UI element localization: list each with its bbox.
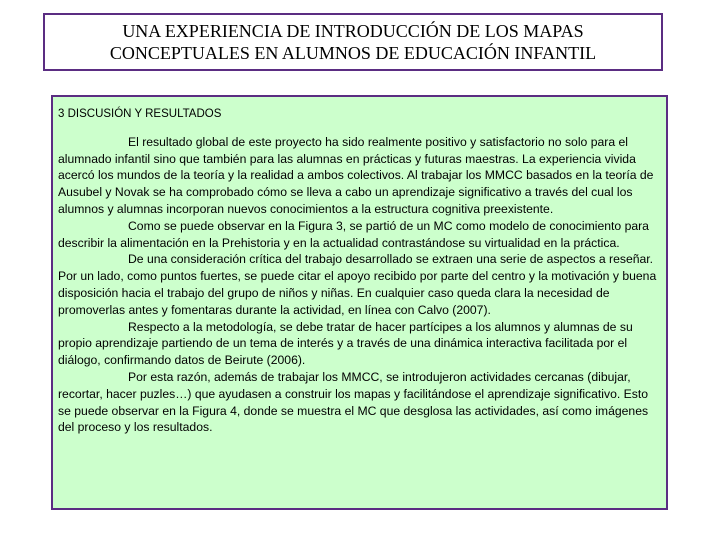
paragraph-1 bbox=[58, 134, 661, 218]
title-line-2: CONCEPTUALES EN ALUMNOS DE EDUCACIÓN INFANTIL bbox=[109, 43, 597, 63]
section-heading: 3 DISCUSIÓN Y RESULTADOS bbox=[58, 108, 222, 120]
paragraph-4-text: Respecto a la metodología, se debe tratar de hacer partícipes a los alumnos y alumnas de su propio aprendizaje partiendo de un tema de interés y a través de una dinámica interactiva facilitada por el diálogo, confirmando datos de Beirute (2006). bbox=[58, 319, 633, 368]
title-box bbox=[43, 13, 663, 71]
paragraph-2 bbox=[58, 218, 661, 252]
title-line-1: UNA EXPERIENCIA DE INTRODUCCIÓN DE LOS MAPAS bbox=[122, 21, 584, 41]
paragraph-4 bbox=[58, 319, 661, 369]
paragraph-3-text: De una consideración crítica del trabajo desarrollado se extraen una serie de aspectos a reseñar. Por un lado, como puntos fuertes, se puede citar el apoyo recibido por parte del centro y la motivación y buena disposición hacia el trabajo del grupo de niños y niñas. En cualquier caso queda clara la necesidad de promoverlas antes y fomentaras durante la actividad, en línea con Calvo (2007). bbox=[58, 252, 657, 317]
paragraph-5-text: Por esta razón, además de trabajar los MMCC, se introdujeron actividades cercanas (dibujar, recortar, hacer puzles…) que ayudasen a construir los mapas y facilitándose el aprendizaje significativo. Esto se puede observar en la Figura 4, donde se muestra el MC que desglosa las actividades, así como imágenes del proceso y los resultados. bbox=[58, 369, 649, 435]
paragraph-5 bbox=[58, 369, 661, 436]
content-box bbox=[51, 95, 668, 510]
paragraph-3 bbox=[58, 251, 661, 318]
paragraph-1-text: El resultado global de este proyecto ha sido realmente positivo y satisfactorio no solo para el alumnado infantil sino que también para las alumnas en prácticas y futuras maestras. La experiencia vivida acercó los mundos de la teoría y la realidad a ambos colectivos. Al trabajar los MMCC basados en la teoría de Ausubel y Novak se ha comprobado cómo se lleva a cabo un aprendizaje significativo a través del cual los alumnos y alumnas incorporan nuevos conocimientos a la estructura cognitiva preexistente. bbox=[58, 134, 654, 216]
paragraph-2-text: Como se puede observar en la Figura 3, se partió de un MC como modelo de conocimiento para describir la alimentación en la Prehistoria y en la actualidad contrastándose su virtualidad en la práctica. bbox=[58, 218, 649, 250]
